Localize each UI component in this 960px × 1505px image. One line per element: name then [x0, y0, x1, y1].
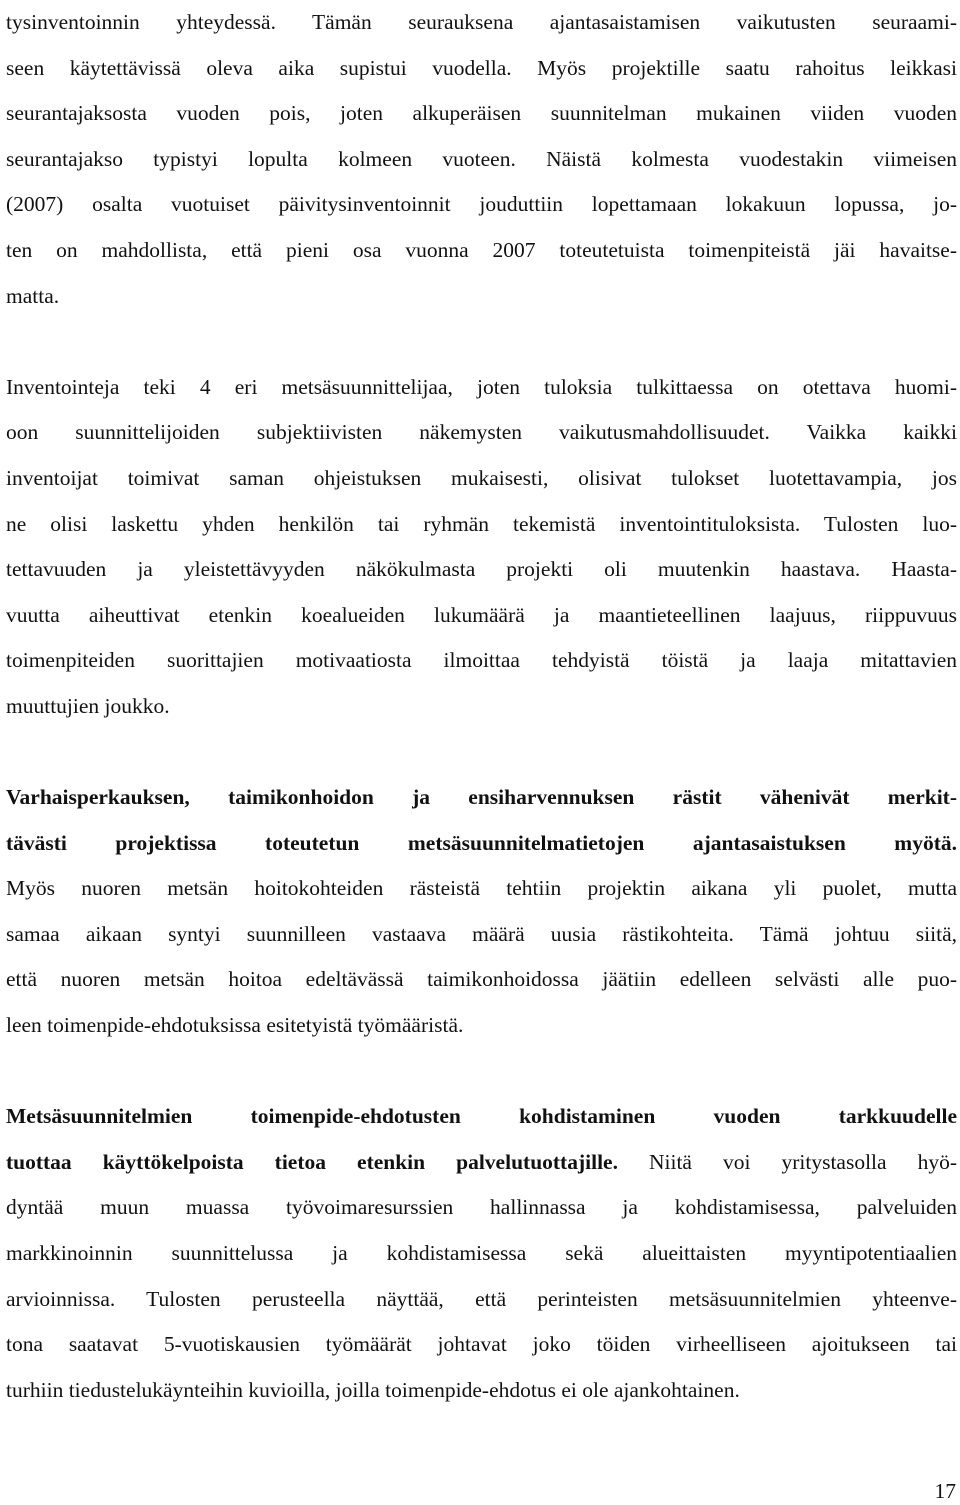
- text-line: [6, 91, 957, 137]
- body-text: ne olisi laskettu yhden henkilön tai ryhmän tekemistä inventointituloksista. Tulosten luo-: [6, 511, 957, 536]
- body-text: dyntää muun muassa työvoimaresurssien hallinnassa ja kohdistamisessa, palveluiden: [6, 1195, 957, 1220]
- body-text: vuutta aiheuttivat etenkin koealueiden lukumäärä ja maantieteellinen laajuus, riippuvuus: [6, 602, 957, 627]
- text-line: [6, 1322, 957, 1368]
- paragraph-gap: [6, 319, 957, 365]
- body-text: arvioinnissa. Tulosten perusteella näyttää, että perinteisten metsäsuunnitelmien yhteenve-: [6, 1286, 957, 1311]
- text-line: [6, 0, 957, 46]
- text-line: [6, 1003, 957, 1049]
- text-line: [6, 821, 957, 867]
- text-line: [6, 46, 957, 92]
- paragraph-4: [6, 1094, 957, 1413]
- text-line: [6, 1231, 957, 1277]
- body-text: markkinoinnin suunnittelussa ja kohdistamisessa sekä alueittaisten myyntipotentiaalien: [6, 1241, 957, 1266]
- body-text: seurantajakso typistyi lopulta kolmeen vuoteen. Näistä kolmesta vuodestakin viimeisen: [6, 146, 957, 171]
- text-line: [6, 410, 957, 456]
- paragraph-2: [6, 365, 957, 730]
- body-text: että nuoren metsän hoitoa edeltävässä taimikonhoidossa jäätiin edelleen selvästi alle puo-: [6, 967, 957, 992]
- body-text: inventoijat toimivat saman ohjeistuksen mukaisesti, olisivat tulokset luotettavampia, jos: [6, 465, 957, 490]
- bold-text: tuottaa käyttökelpoista tietoa etenkin palvelutuottajille.: [6, 1149, 618, 1174]
- document-page: [6, 0, 957, 1413]
- text-line: [6, 228, 957, 274]
- body-text: (2007) osalta vuotuiset päivitysinventoinnit jouduttiin lopettamaan lokakuun lopussa, jo-: [6, 192, 957, 217]
- text-line: [6, 1277, 957, 1323]
- body-text: tona saatavat 5-vuotiskausien työmäärät johtavat joko töiden virheelliseen ajoitukseen tai: [6, 1332, 957, 1357]
- text-line: [6, 1185, 957, 1231]
- body-text: leen toimenpide-ehdotuksissa esitetyistä työmääristä.: [6, 1013, 464, 1038]
- bold-text: tävästi projektissa toteutetun metsäsuunnitelmatietojen ajantasaistuksen myötä.: [6, 830, 957, 855]
- body-text: Niitä voi yritystasolla hyö-: [617, 1149, 957, 1174]
- text-line: [6, 912, 957, 958]
- body-text: turhiin tiedustelukäynteihin kuvioilla, joilla toimenpide-ehdotus ei ole ajankohtainen.: [6, 1377, 740, 1402]
- bold-text: Varhaisperkauksen, taimikonhoidon ja ensiharvennuksen rästit vähenivät merkit-: [6, 785, 957, 810]
- text-line: [6, 365, 957, 411]
- text-line: [6, 684, 957, 730]
- body-text: samaa aikaan syntyi suunnilleen vastaava määrä uusia rästikohteita. Tämä johtuu siitä,: [6, 921, 957, 946]
- body-text: seurantajaksosta vuoden pois, joten alkuperäisen suunnitelman mukainen viiden vuoden: [6, 101, 957, 126]
- body-text: ten on mahdollista, että pieni osa vuonna 2007 toteutetuista toimenpiteistä jäi havaitse-: [6, 237, 957, 262]
- body-text: oon suunnittelijoiden subjektiivisten näkemysten vaikutusmahdollisuudet. Vaikka kaikki: [6, 420, 957, 445]
- text-line: [6, 502, 957, 548]
- text-line: [6, 775, 957, 821]
- body-text: tettavuuden ja yleistettävyyden näkökulmasta projekti oli muutenkin haastava. Haasta-: [6, 557, 957, 582]
- text-line: [6, 274, 957, 320]
- text-line: [6, 593, 957, 639]
- bold-text: Metsäsuunnitelmien toimenpide-ehdotusten kohdistaminen vuoden tarkkuudelle: [6, 1104, 957, 1129]
- text-line: [6, 1140, 957, 1186]
- paragraph-gap: [6, 730, 957, 776]
- body-text: Myös nuoren metsän hoitokohteiden rästeistä tehtiin projektin aikana yli puolet, mutta: [6, 876, 957, 901]
- paragraph-1: [6, 0, 957, 319]
- text-line: [6, 456, 957, 502]
- body-text: muuttujien joukko.: [6, 693, 170, 718]
- body-text: matta.: [6, 283, 60, 308]
- text-line: [6, 1094, 957, 1140]
- body-text: tysinventoinnin yhteydessä. Tämän seurauksena ajantasaistamisen vaikutusten seuraami-: [6, 10, 957, 34]
- text-line: [6, 182, 957, 228]
- body-text: Inventointeja teki 4 eri metsäsuunnittelijaa, joten tuloksia tulkittaessa on otettava huomi-: [6, 374, 957, 399]
- page-number: 17: [934, 1479, 956, 1503]
- text-line: [6, 547, 957, 593]
- paragraph-3: [6, 775, 957, 1049]
- text-line: [6, 866, 957, 912]
- text-line: [6, 957, 957, 1003]
- body-text: toimenpiteiden suorittajien motivaatiosta ilmoittaa tehdyistä töistä ja laaja mitattavien: [6, 648, 957, 673]
- paragraph-gap: [6, 1049, 957, 1095]
- body-text: seen käytettävissä oleva aika supistui vuodella. Myös projektille saatu rahoitus leikkasi: [6, 55, 957, 80]
- text-line: [6, 1368, 957, 1414]
- text-line: [6, 638, 957, 684]
- text-line: [6, 137, 957, 183]
